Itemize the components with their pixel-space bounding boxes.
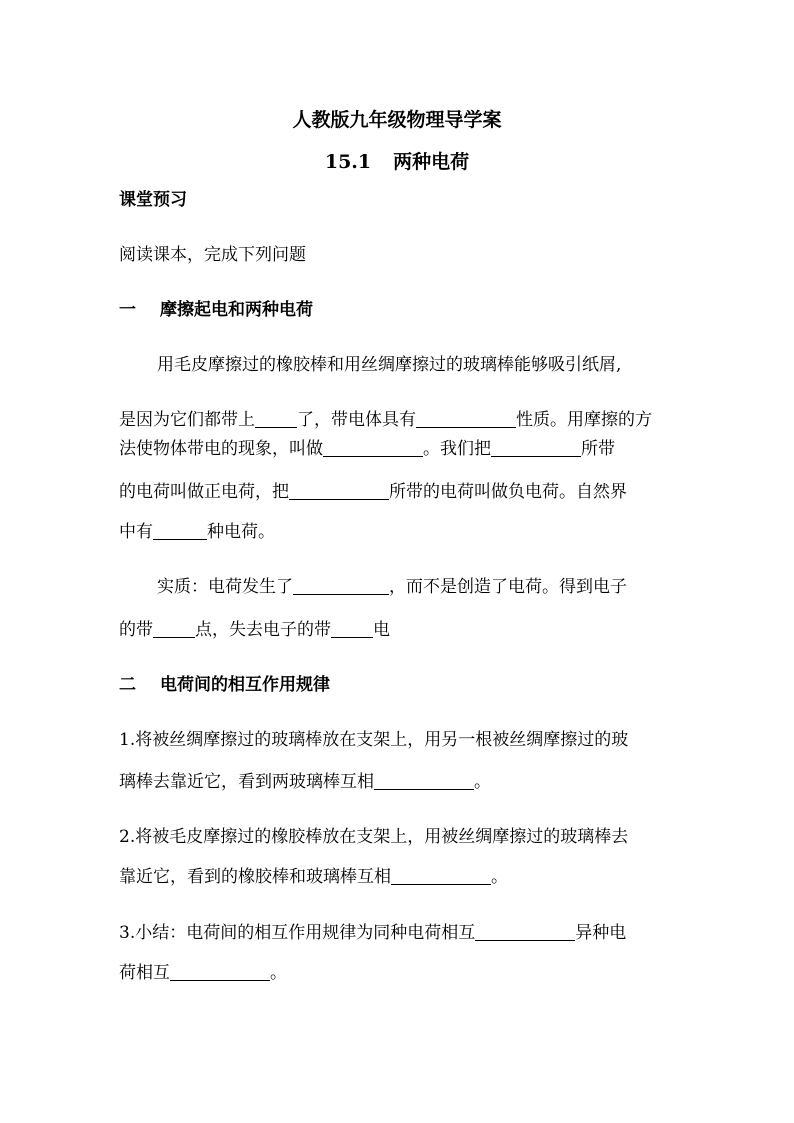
section-2-heading (119, 674, 330, 696)
lesson-name: 两种电荷 (393, 151, 470, 173)
paragraph-2-line-2: 的带 点，失去电子的带 电 (119, 620, 390, 640)
document-title: 人教版九年级物理导学案 (292, 109, 502, 131)
paragraph-1-line-3: 法使物体带电的现象，叫做 。我们把 所带 (119, 439, 615, 459)
paragraph-1-line-5: 中有 种电荷。 (119, 522, 275, 542)
blank-negative-source[interactable] (289, 482, 389, 500)
blank-lose-electron[interactable] (331, 620, 373, 638)
blank-q1[interactable] (374, 772, 474, 790)
question-3-line-1: 3.小结：电荷间的相互作用规律为同种电荷相互 异种电 (119, 923, 627, 943)
question-3-line-2: 荷相互 。 (119, 963, 287, 983)
blank-charge-count[interactable] (153, 522, 207, 540)
blank-charge[interactable] (255, 410, 297, 428)
blank-property[interactable] (416, 410, 516, 428)
paragraph-1-line-1: 用毛皮摩擦过的橡胶棒和用丝绸摩擦过的玻璃棒能够吸引纸屑, (157, 355, 622, 375)
blank-gain-electron[interactable] (153, 620, 195, 638)
blank-q3-same[interactable] (475, 923, 575, 941)
question-1-line-1: 1.将被丝绸摩擦过的玻璃棒放在支架上，用另一根被丝绸摩擦过的玻 (119, 730, 629, 750)
blank-phenomenon[interactable] (323, 439, 423, 457)
section-2-title: 电荷间的相互作用规律 (160, 675, 330, 695)
blank-q3-different[interactable] (170, 963, 270, 981)
instruction-text: 阅读课本，完成下列问题 (119, 245, 306, 265)
section-1-title: 摩擦起电和两种电荷 (160, 300, 313, 320)
blank-q2[interactable] (391, 867, 491, 885)
paragraph-1-line-2: 是因为它们都带上 了，带电体具有 性质。用摩擦的方 (119, 410, 652, 430)
question-2-line-2: 靠近它，看到的橡胶棒和玻璃棒互相 。 (119, 867, 508, 887)
question-1-line-2: 璃棒去靠近它，看到两玻璃棒互相 。 (119, 772, 491, 792)
blank-essence[interactable] (293, 577, 389, 595)
paragraph-2-line-1: 实质：电荷发生了 ，而不是创造了电荷。得到电子 (157, 577, 627, 597)
section-1-number: 一 (119, 300, 136, 320)
question-2-line-1: 2.将被毛皮摩擦过的橡胶棒放在支架上，用被丝绸摩擦过的玻璃棒去 (119, 827, 629, 847)
lesson-title (0, 147, 794, 174)
section-preview-heading: 课堂预习 (119, 190, 187, 210)
blank-positive-source[interactable] (491, 439, 581, 457)
lesson-number: 15.1 (324, 151, 372, 173)
section-2-number: 二 (119, 675, 136, 695)
section-1-heading (119, 299, 313, 321)
paragraph-1-line-4: 的电荷叫做正电荷，把 所带的电荷叫做负电荷。自然界 (119, 482, 627, 502)
